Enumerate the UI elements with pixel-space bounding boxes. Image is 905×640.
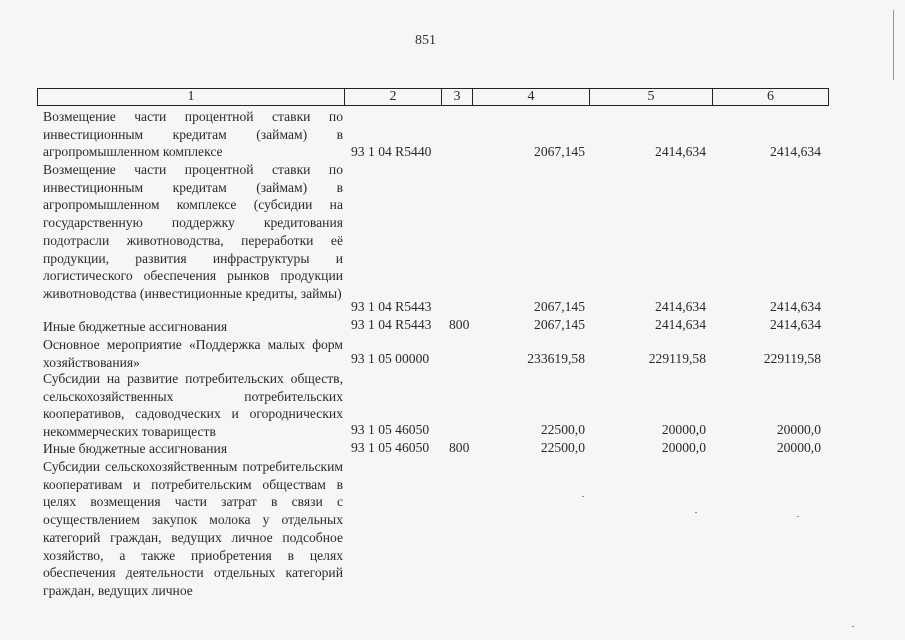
header-col-1: 1 bbox=[38, 89, 345, 106]
header-col-4: 4 bbox=[473, 89, 590, 106]
scan-speck bbox=[695, 512, 697, 513]
column-header-table bbox=[37, 88, 829, 106]
row-value-col4: 22500,0 bbox=[540, 440, 585, 455]
row-value-col6: 2414,634 bbox=[770, 299, 821, 314]
row-value-col4: 2067,145 bbox=[534, 317, 585, 332]
row-value-col6: 20000,0 bbox=[776, 440, 821, 455]
row-code: 93 1 04 R5440 bbox=[351, 144, 432, 159]
row-value-col5: 229119,58 bbox=[648, 351, 706, 366]
row-value-col4: 2067,145 bbox=[534, 144, 585, 159]
row-value-col5: 20000,0 bbox=[661, 440, 706, 455]
row-description: Иные бюджетные ассигнования bbox=[43, 441, 228, 456]
row-code: 93 1 05 46050 bbox=[351, 440, 430, 455]
row-description: Возмещение части процентной ставки по инвестиционным кредитам (займам) в агропромышленном комплексе bbox=[43, 109, 343, 160]
row-value-col5: 2414,634 bbox=[655, 144, 706, 159]
row-code: 93 1 04 R5443 bbox=[351, 317, 432, 332]
header-col-3: 3 bbox=[442, 89, 473, 106]
row-code: 93 1 05 46050 bbox=[351, 422, 430, 437]
row-value-col4: 22500,0 bbox=[540, 422, 585, 437]
row-description: Субсидии сельскохозяйственным потребительским кооперативам и потребительским обществам в целях возмещения части затрат в связи с осуществлением закупок молока у отдельных категорий граждан, ведущих личное подсобное хозяйство, а также приобретения в целях обеспечения деятельности отдельных категорий граждан, ведущих личное bbox=[43, 459, 343, 598]
row-code: 93 1 05 00000 bbox=[351, 351, 430, 366]
row-value-col4: 233619,58 bbox=[527, 351, 585, 366]
row-description: Субсидии на развитие потребительских обществ, сельскохозяйственных потребительских кооперативов, садоводческих и огороднических некоммерческих товариществ bbox=[43, 371, 343, 440]
scan-speck bbox=[852, 626, 854, 627]
row-expense-type: 800 bbox=[449, 440, 470, 455]
row-description: Возмещение части процентной ставки по инвестиционным кредитам (займам) в агропромышленном комплексе (субсидии на государственную поддержку кредитования подотрасли животноводства, переработки её продукции, развития инфраструктуры и логистического обеспечения рынков продукции животноводства (инвестиционные кредиты, займы) bbox=[43, 162, 343, 301]
row-value-col5: 2414,634 bbox=[655, 299, 706, 314]
row-description: Основное мероприятие «Поддержка малых форм хозяйствования» bbox=[43, 337, 343, 370]
row-value-col6: 2414,634 bbox=[770, 317, 821, 332]
row-description: Иные бюджетные ассигнования bbox=[43, 319, 228, 334]
scan-speck bbox=[797, 516, 799, 517]
page-number: 851 bbox=[415, 33, 436, 48]
row-value-col6: 229119,58 bbox=[763, 351, 821, 366]
header-col-2: 2 bbox=[345, 89, 442, 106]
header-col-5: 5 bbox=[590, 89, 713, 106]
row-code: 93 1 04 R5443 bbox=[351, 299, 432, 314]
row-value-col4: 2067,145 bbox=[534, 299, 585, 314]
row-expense-type: 800 bbox=[449, 317, 470, 332]
row-value-col5: 20000,0 bbox=[661, 422, 706, 437]
scan-edge-line bbox=[893, 10, 894, 80]
scan-speck bbox=[582, 496, 584, 497]
row-value-col6: 2414,634 bbox=[770, 144, 821, 159]
row-value-col6: 20000,0 bbox=[776, 422, 821, 437]
header-col-6: 6 bbox=[713, 89, 829, 106]
row-value-col5: 2414,634 bbox=[655, 317, 706, 332]
